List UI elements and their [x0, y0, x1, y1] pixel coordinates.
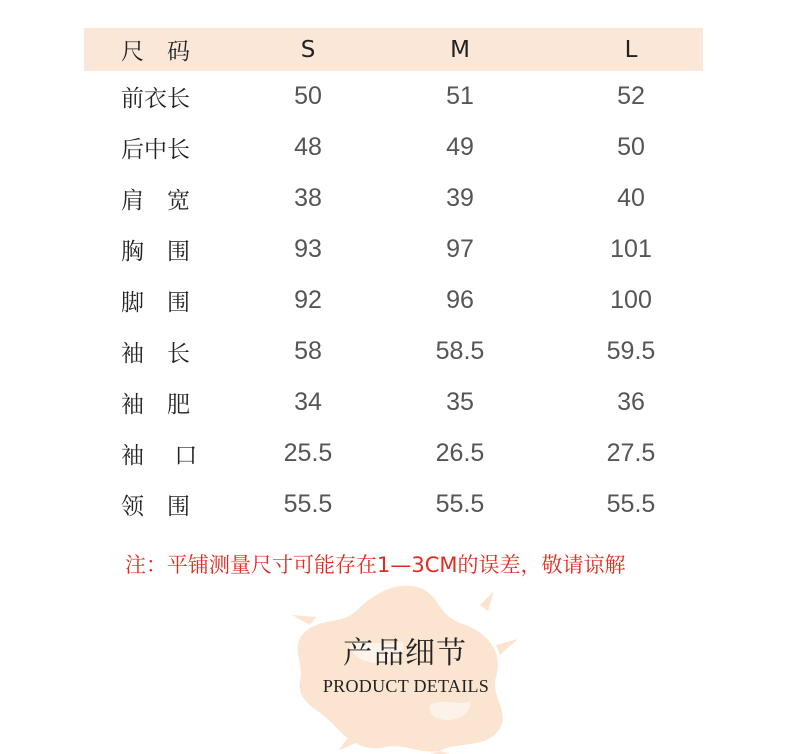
row-value-s: 34: [294, 388, 322, 416]
header-label: 尺 码: [121, 39, 190, 65]
row-value-s: 25.5: [283, 439, 333, 467]
table-row: [84, 275, 703, 326]
row-value-m: 35: [446, 388, 474, 416]
header-size-s: S: [300, 36, 316, 63]
product-details-heading: [290, 585, 520, 754]
header-size-l: L: [624, 36, 638, 63]
row-value-l: 40: [617, 184, 645, 212]
measurement-note: 注：平铺测量尺寸可能存在1—3CM的误差，敬请谅解: [125, 553, 626, 577]
table-row: [84, 71, 703, 122]
size-table: [84, 28, 703, 530]
row-value-s: 50: [294, 82, 322, 110]
row-value-m: 96: [446, 286, 474, 314]
table-row: [84, 377, 703, 428]
table-row: [84, 479, 703, 530]
row-label: 前衣长: [121, 86, 190, 112]
size-table-header: [84, 28, 703, 71]
row-value-s: 38: [294, 184, 322, 212]
table-row: [84, 326, 703, 377]
row-value-m: 49: [446, 133, 474, 161]
row-label: 胸 围: [121, 239, 190, 265]
row-label: 领 围: [121, 494, 190, 520]
row-value-s: 48: [294, 133, 322, 161]
row-value-l: 27.5: [606, 439, 656, 467]
row-value-m: 97: [446, 235, 474, 263]
table-row: [84, 122, 703, 173]
row-value-l: 50: [617, 133, 645, 161]
row-label: 脚 围: [121, 290, 190, 316]
row-label: 袖 口: [121, 443, 198, 469]
table-row: [84, 224, 703, 275]
row-label: 后中长: [121, 137, 190, 163]
row-value-s: 93: [294, 235, 322, 263]
row-value-m: 55.5: [435, 490, 485, 518]
row-value-s: 55.5: [283, 490, 333, 518]
row-label: 肩 宽: [121, 188, 190, 214]
row-value-l: 100: [610, 286, 652, 314]
row-value-m: 26.5: [435, 439, 485, 467]
section-title: 产品细节: [343, 636, 467, 671]
row-value-m: 39: [446, 184, 474, 212]
row-value-l: 101: [610, 235, 652, 263]
table-row: [84, 428, 703, 479]
row-value-l: 52: [617, 82, 645, 110]
section-subtitle: PRODUCT DETAILS: [322, 676, 490, 696]
row-value-l: 59.5: [606, 337, 656, 365]
row-label: 袖 肥: [121, 392, 190, 418]
row-value-s: 92: [294, 286, 322, 314]
row-label: 袖 长: [121, 341, 190, 367]
row-value-m: 58.5: [435, 337, 485, 365]
row-value-l: 36: [617, 388, 645, 416]
table-row: [84, 173, 703, 224]
row-value-s: 58: [294, 337, 322, 365]
row-value-l: 55.5: [606, 490, 656, 518]
row-value-m: 51: [446, 82, 474, 110]
header-size-m: M: [450, 36, 470, 63]
